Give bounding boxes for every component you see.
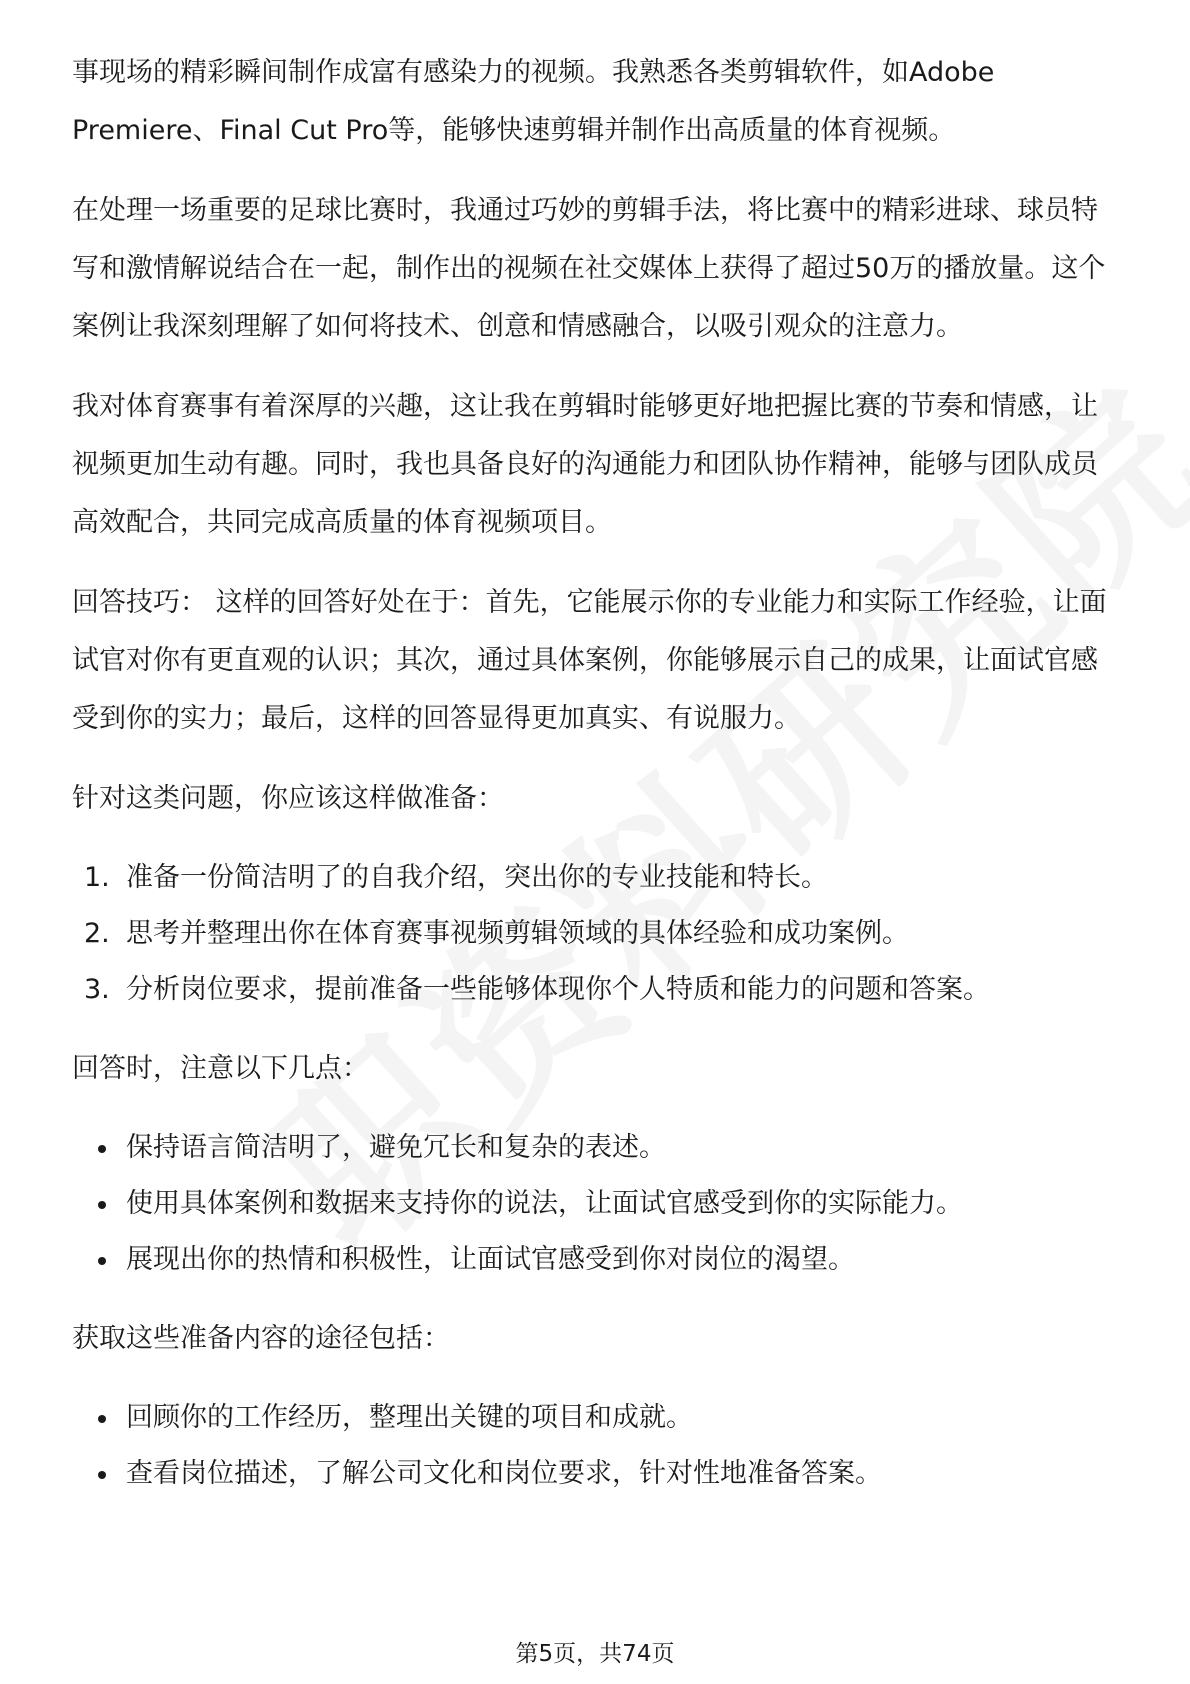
paragraph-video-skills: 事现场的精彩瞬间制作成富有感染力的视频。我熟悉各类剪辑软件，如Adobe Premiere、Final Cut Pro等，能够快速剪辑并制作出高质量的体育视频。: [72, 57, 995, 146]
list-item-text: 使用具体案例和数据来支持你的说法，让面试官感受到你的实际能力。: [126, 1188, 963, 1219]
page-content: [72, 44, 1122, 1524]
page-number-footer: 第5页，共74页: [515, 1641, 675, 1667]
sources-heading: 获取这些准备内容的途径包括：: [72, 1323, 450, 1354]
prep-list: [72, 850, 1122, 1018]
paragraph-football-case: 在处理一场重要的足球比赛时，我通过巧妙的剪辑手法，将比赛中的精彩进球、球员特写和激情解说结合在一起，制作出的视频在社交媒体上获得了超过50万的播放量。这个案例让我深刻理解了如何将技术、创意和情感融合，以吸引观众的注意力。: [72, 195, 1106, 342]
list-item: [72, 962, 1122, 1018]
list-item: [72, 1176, 1122, 1232]
bullet-icon: [98, 1415, 106, 1423]
list-item-text: 分析岗位要求，提前准备一些能够体现你个人特质和能力的问题和答案。: [126, 974, 990, 1005]
list-item: [72, 1390, 1122, 1446]
notes-list: [72, 1120, 1122, 1288]
list-item: [72, 1446, 1122, 1502]
paragraph-answer-tips: 回答技巧： 这样的回答好处在于：首先，它能展示你的专业能力和实际工作经验，让面试官对你有更直观的认识；其次，通过具体案例，你能够展示自己的成果，让面试官感受到你的实力；最后，这样的回答显得更加真实、有说服力。: [72, 587, 1107, 734]
list-item: [72, 1232, 1122, 1288]
list-number: 2.: [84, 918, 110, 949]
bullet-icon: [98, 1471, 106, 1479]
sources-list: [72, 1390, 1122, 1502]
notes-heading: 回答时，注意以下几点：: [72, 1053, 369, 1084]
list-number: 1.: [84, 862, 110, 893]
list-item-text: 回顾你的工作经历，整理出关键的项目和成就。: [126, 1402, 693, 1433]
list-item: [72, 906, 1122, 962]
paragraph-interest: 我对体育赛事有着深厚的兴趣，这让我在剪辑时能够更好地把握比赛的节奏和情感，让视频更加生动有趣。同时，我也具备良好的沟通能力和团队协作精神，能够与团队成员高效配合，共同完成高质量的体育视频项目。: [72, 391, 1098, 538]
bullet-icon: [98, 1257, 106, 1265]
bullet-icon: [98, 1201, 106, 1209]
prep-heading: 针对这类问题，你应该这样做准备：: [72, 783, 504, 814]
list-item-text: 保持语言简洁明了，避免冗长和复杂的表述。: [126, 1132, 666, 1163]
list-item-text: 展现出你的热情和积极性，让面试官感受到你对岗位的渴望。: [126, 1244, 855, 1275]
list-item-text: 准备一份简洁明了的自我介绍，突出你的专业技能和特长。: [126, 862, 828, 893]
list-item: [72, 850, 1122, 906]
list-item-text: 查看岗位描述，了解公司文化和岗位要求，针对性地准备答案。: [126, 1458, 882, 1489]
list-item: [72, 1120, 1122, 1176]
list-number: 3.: [84, 974, 110, 1005]
list-item-text: 思考并整理出你在体育赛事视频剪辑领域的具体经验和成功案例。: [126, 918, 909, 949]
bullet-icon: [98, 1145, 106, 1153]
